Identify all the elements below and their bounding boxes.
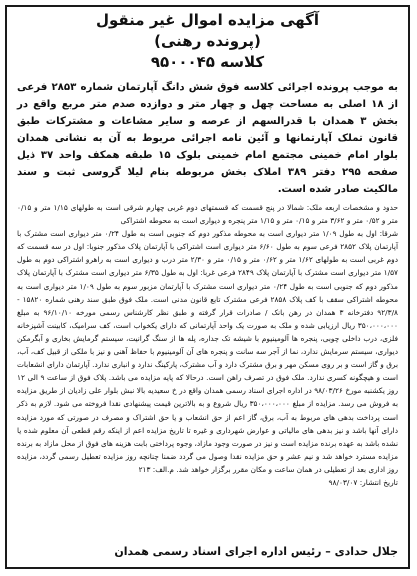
notice-title: آگهی مزایده اموال غیر منقول bbox=[95, 11, 320, 29]
notice-header bbox=[7, 7, 408, 73]
property-details-paragraph: شرقا: اول به طول ۱/۰۹ متر دیواری است به محوطه مذکور دوم که جنوبی است به طول ۰/۲۴ متر دیواری است مشترک با آپارتمان پلاک ۲۸۵۲ فرعی سوم به طول ۶/۶۰ متر دیواری است اشتراکی با آپارتمان پلاک مذکور جنوبا: اول در سه قسمت که دوم غربی است به طولهای ۱/۶۲ متر و ۰/۶۲ متر و ۰/۱۵ متر و ۲/۳۰ متر درب و دیواری است به راهرو اشتراکی دوم به طول ۱/۵۷ متر دیواری است مشترک با آپارتمان پلاک ۲۸۴۹ فرعی غربا: اول به طول ۶/۳۵ متر دیواری است مشترک با آپارتمان پلاک مذکور دوم که جنوبی است به طول ۰/۲۴ متر دیواری است مشترک با آپارتمان مزبور سوم به طول ۱/۰۹ متر دیواری است به محوطه اشتراکی سقف با کف پلاک ۲۸۵۸ فرعی مشترک تابع قانون مدنی است. ملک فوق طبق سند رهنی شماره ۱۵۸۲۰ - ۹۲/۳/۸ دفترخانه ۳ همدان در رهن بانک / صادرات قرار گرفته و طبق نظر کارشناس رسمی مورخه ۹۶/۱۰/۱۰ به مبلغ ۳۵۰،۰۰۰،۰۰۰ ریال ارزیابی شده و ملک به صورت یک واحد آپارتمانی که دارای یکخواب است، کف سرامیک، کابینت آشپزخانه فلزی، درب داخلی چوبی، پنجره ها آلومینیوم با شیشه تک جداره، پله ها از سنگ گرانیت، سیستم گرمایش بخاری و آبگرمکن دیواری، سیستم سرمایش ندارد، نما از آجر سه سانت و پنجره های آن آلومینیوم با حفاظ آهنی و نیز با ملکی از قبیل کف، آب، برق و گاز است و بر روی مسکن مهر و برق مشترک دارد و آب مشترک، پارکینگ ندارد و انباری ندارد. آپارتمان دارای انشعابات است و هیچگونه کسری ندارد. ملک فوق در تصرف راهن است. درحالا که پایه مزایده می باشد. پلاک فوق از ساعت ۹ الی ۱۲ روز یکشنبه مورخ ۹۸/۰۳/۲۶ در اداره اجرای اسناد رسمی همدان واقع در خ سعیدیه بالا نبش بلوار علی زادیان از طریق مزایده به فروش می رسد. مزایده از مبلغ ۳۵۰،۰۰۰،۰۰۰ ریال شروع و به بالاترین قیمت پیشنهادی نقدا فروخته می شود. لازم به ذکر است پرداخت بدهی های مربوط به آب، برق، گاز اعم از حق انشعاب و یا حق اشتراک و مصرف در صورتی که مورد مزایده دارای آنها باشد و نیز بدهی های مالیاتی و عوارض شهرداری و غیره تا تاریخ مزایده اعم از اینکه رقم قطعی آن معلوم شده یا نشده باشد به عهده برنده مزایده است و نیز در صورت وجود مازاد، وجوه پرداختی بابت هزینه های فوق از محل مازاد به برنده مزایده مسترد خواهد شد و نیم عشر و حق مزایده نقدا وصول می گردد ضمنا چنانچه روز مزایده تعطیل رسمی گردد، مزایده روز اداری بعد از تعطیلی در همان ساعت و مکان مقرر برگزار خواهد شد. م.الف: ۲۱۳ bbox=[17, 229, 399, 474]
signature: جلال حدادی – رئیس اداره اجرای اسناد رسمی همدان bbox=[114, 545, 398, 558]
notice-body bbox=[17, 201, 398, 476]
auction-notice bbox=[5, 5, 410, 569]
notice-lead-paragraph: به موجب پرونده اجرائی کلاسه فوق شش دانگ آپارتمان شماره ۲۸۵۳ فرعی از ۱۸ اصلی به مساحت چهل و چهار متر و دوازده صدم متر مربع واقع در بخش ۳ همدان با قدرالسهم از عرصه و سایر مشاعات و مشترکات طبق قانون تملک آپارتمانها و آئین نامه اجرائی مربوط به آن به نشانی همدان بلوار امام خمینی مجتمع امام خمینی بلوک ۱۵ طبقه همکف واحد ۳۷ ذیل صفحه ۲۹۵ دفتر ۳۸۹ املاک بخش مربوطه بنام لیلا گروسی ثبت و سند مالکیت صادر شده است. bbox=[17, 82, 399, 195]
case-number: کلاسه ۹۵۰۰۰۴۵ bbox=[150, 53, 265, 71]
property-boundaries-paragraph: حدود و مشخصات اربعه ملک: شمالا در پنج قسمت که قسمتهای دوم غربی چهارم شرقی است به طولهای ۱/۱۵ متر و ۰/۱۵ متر و ۰/۵۲ متر و ۳/۶۲ متر و ۰/۱۵ متر و ۱/۱۵ متر پنجره و دیواری است به محوطه اشتراکی bbox=[17, 203, 398, 226]
publication-date: تاریخ انتشار: ۹۸/۰۳/۰۷ bbox=[328, 477, 398, 487]
notice-subtitle: (پرونده رهنی) bbox=[154, 32, 261, 50]
